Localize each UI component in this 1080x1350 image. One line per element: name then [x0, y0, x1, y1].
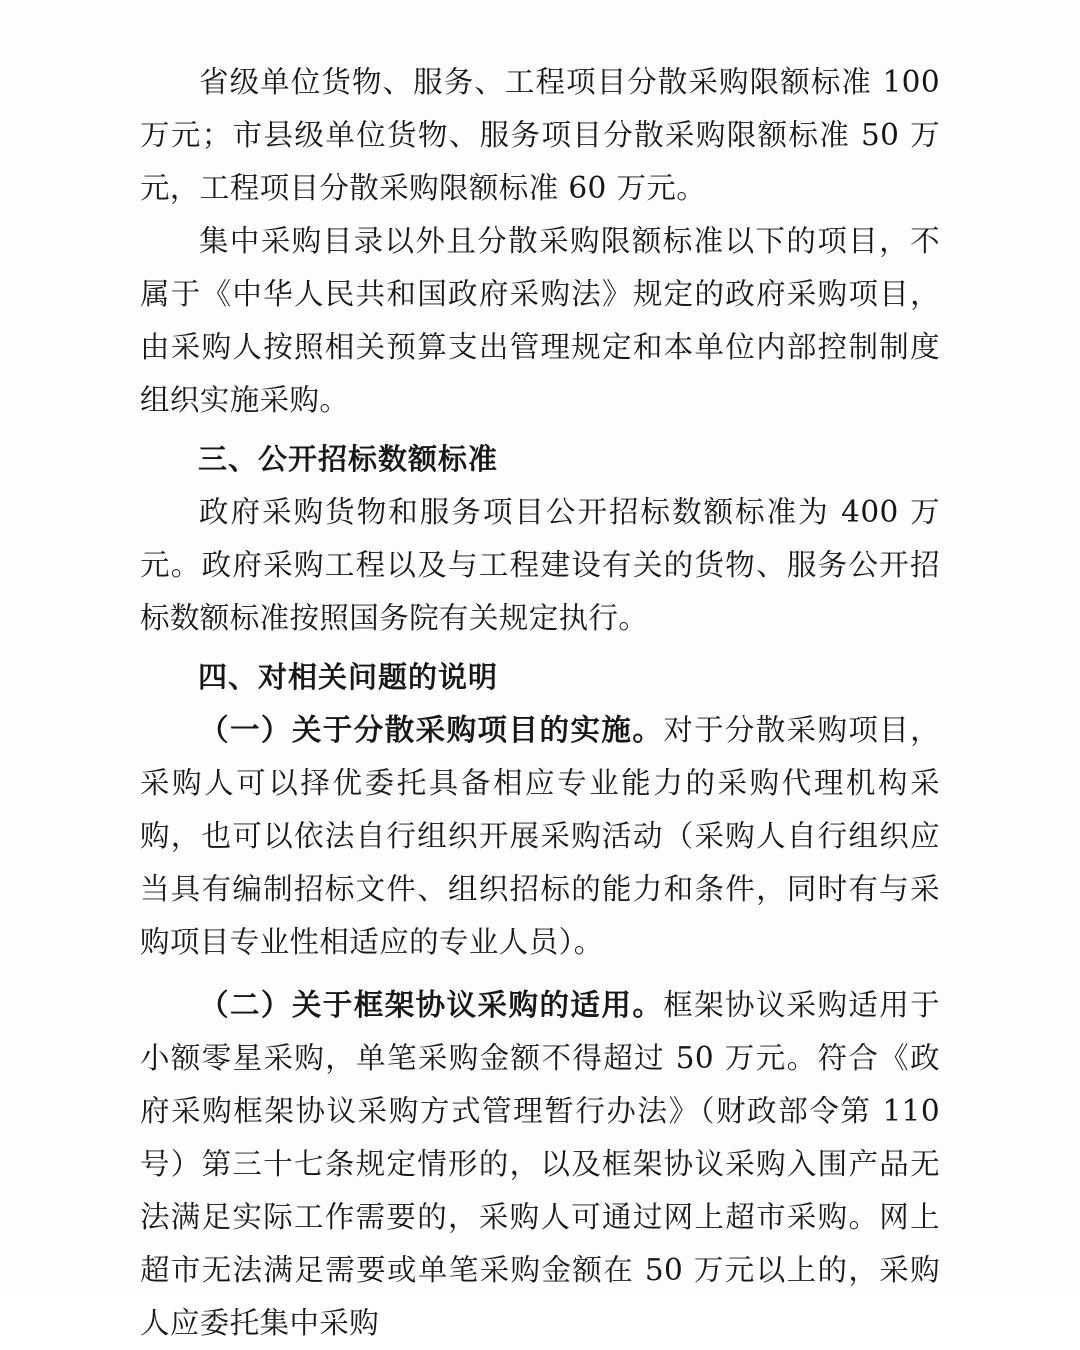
spacer [140, 969, 940, 979]
paragraph-5-lead: （二）关于框架协议采购的适用。 [199, 988, 664, 1022]
section-heading-four: 四、对相关问题的说明 [198, 660, 499, 694]
paragraph-2: 集中采购目录以外且分散采购限额标准以下的项目，不属于《中华人民共和国政府采购法》规定的政府采购项目，由采购人按照相关预算支出管理规定和本单位内部控制制度组织实施采购。 [140, 224, 940, 417]
section-heading-three: 三、公开招标数额标准 [198, 442, 499, 476]
paragraph-1: 省级单位货物、服务、工程项目分散采购限额标准 100 万元；市县级单位货物、服务项目分散采购限额标准 50 万元，工程项目分散采购限额标准 60 万元。 [140, 65, 940, 205]
document-body [140, 56, 940, 1350]
paragraph-5-text: 框架协议采购适用于小额零星采购，单笔采购金额不得超过 50 万元。符合《政府采购框架协议采购方式管理暂行办法》（财政部令第 110 号）第三十七条规定情形的，以及框架协议采购入围产品无法满足实际工作需要的，采购人可通过网上超市采购。网上超市无法满足需要或单笔采购金额在 50 万元以上的，采购人应委托集中采购 [140, 988, 940, 1340]
paragraph-4 [140, 704, 940, 969]
paragraph-4-text: 对于分散采购项目，采购人可以择优委托具备相应专业能力的采购代理机构采购，也可以依法自行组织开展采购活动（采购人自行组织应当具有编制招标文件、组织招标的能力和条件，同时有与采购项目专业性相适应的专业人员）。 [140, 713, 940, 959]
paragraph-4-lead: （一）关于分散采购项目的实施。 [199, 713, 664, 747]
paragraph-5 [140, 979, 940, 1350]
paragraph-3: 政府采购货物和服务项目公开招标数额标准为 400 万元。政府采购工程以及与工程建设有关的货物、服务公开招标数额标准按照国务院有关规定执行。 [140, 495, 940, 635]
